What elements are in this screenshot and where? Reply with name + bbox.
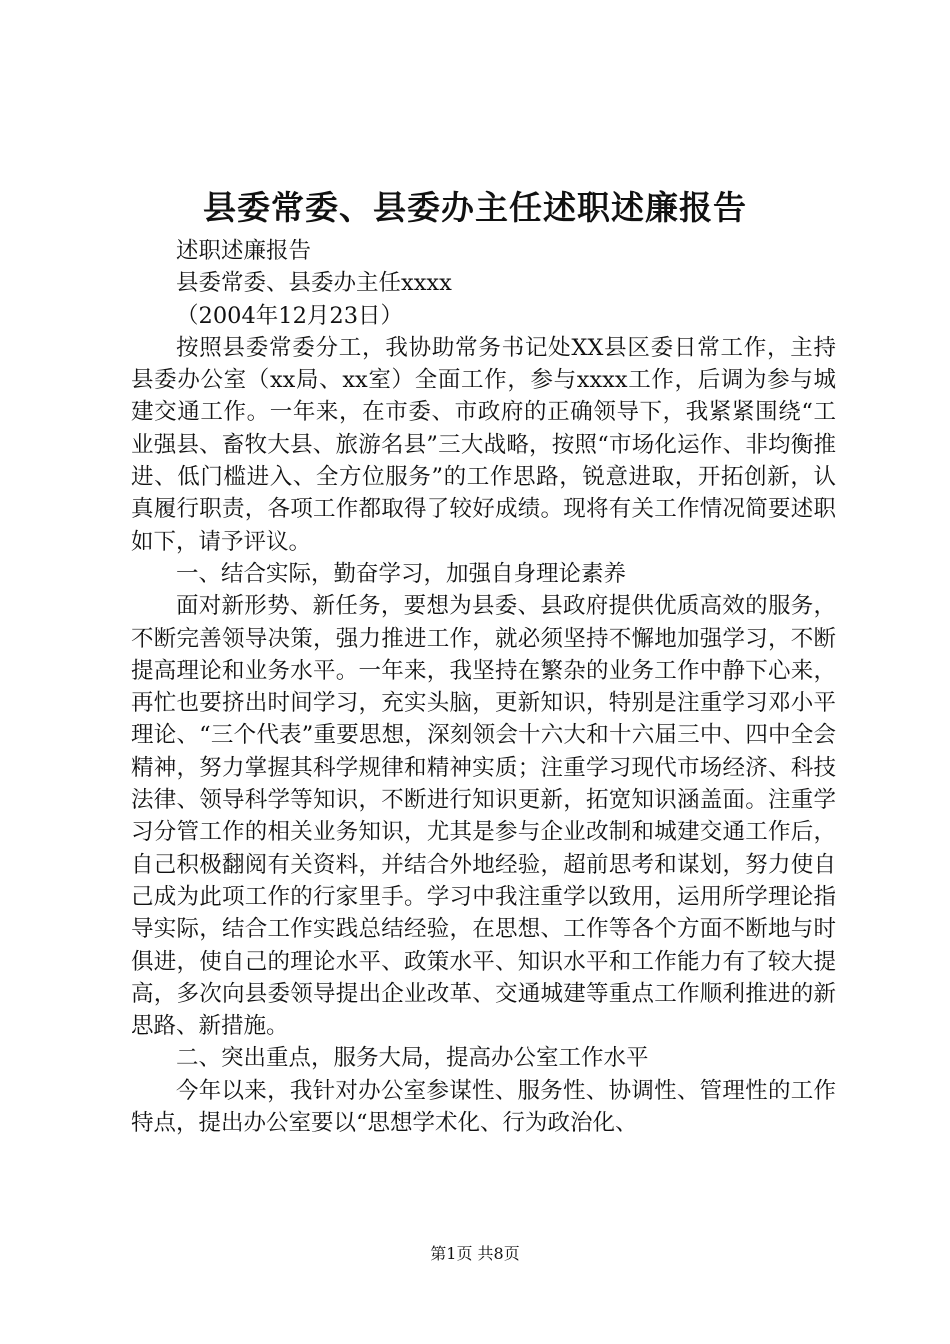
page-footer: 第1页 共8页: [430, 1244, 520, 1263]
document-body: [131, 235, 836, 1139]
section-heading-1: 一、结合实际，勤奋学习，加强自身理论素养: [176, 560, 627, 587]
section-heading-2: 二、突出重点，服务大局，提高办公室工作水平: [176, 1045, 649, 1072]
intro-paragraph: 按照县委常委分工，我协助常务书记处XX县区委日常工作，主持县委办公室（xx局、xx室）全面工作，参与xxxx工作，后调为参与城建交通工作。一年来，在市委、市政府的正确领导下，我紧紧围绕“工业强县、畜牧大县、旅游名县”三大战略，按照“市场化运作、非均衡推进、低门槛进入、全方位服务”的工作思路，锐意进取，开拓创新，认真履行职责，各项工作都取得了较好成绩。现将有关工作情况简要述职如下，请予评议。: [131, 334, 836, 555]
section-1-paragraph: 面对新形势、新任务，要想为县委、县政府提供优质高效的服务，不断完善领导决策，强力推进工作，就必须坚持不懈地加强学习，不断提高理论和业务水平。一年来，我坚持在繁杂的业务工作中静下心来，再忙也要挤出时间学习，充实头脑，更新知识，特别是注重学习邓小平理论、“三个代表”重要思想，深刻领会十六大和十六届三中、四中全会精神，努力掌握其科学规律和精神实质；注重学习现代市场经济、科技法律、领导科学等知识，不断进行知识更新，拓宽知识涵盖面。注重学习分管工作的相关业务知识，尤其是参与企业改制和城建交通工作后，自己积极翻阅有关资料，并结合外地经验，超前思考和谋划，努力使自己成为此项工作的行家里手。学习中我注重学以致用，运用所学理论指导实际，结合工作实践总结经验，在思想、工作等各个方面不断地与时俱进，使自己的理论水平、政策水平、知识水平和工作能力有了较大提高，多次向县委领导提出企业改革、交通城建等重点工作顺利推进的新思路、新措施。: [131, 593, 836, 1040]
author-line: 县委常委、县委办主任xxxx: [176, 270, 452, 297]
section-2-paragraph: 今年以来，我针对办公室参谋性、服务性、协调性、管理性的工作特点，提出办公室要以“思想学术化、行为政治化、: [131, 1077, 836, 1137]
document-title: 县委常委、县委办主任述职述廉报告: [203, 188, 747, 227]
date-line: （2004年12月23日）: [176, 302, 404, 329]
report-subtitle: 述职述廉报告: [176, 238, 312, 264]
